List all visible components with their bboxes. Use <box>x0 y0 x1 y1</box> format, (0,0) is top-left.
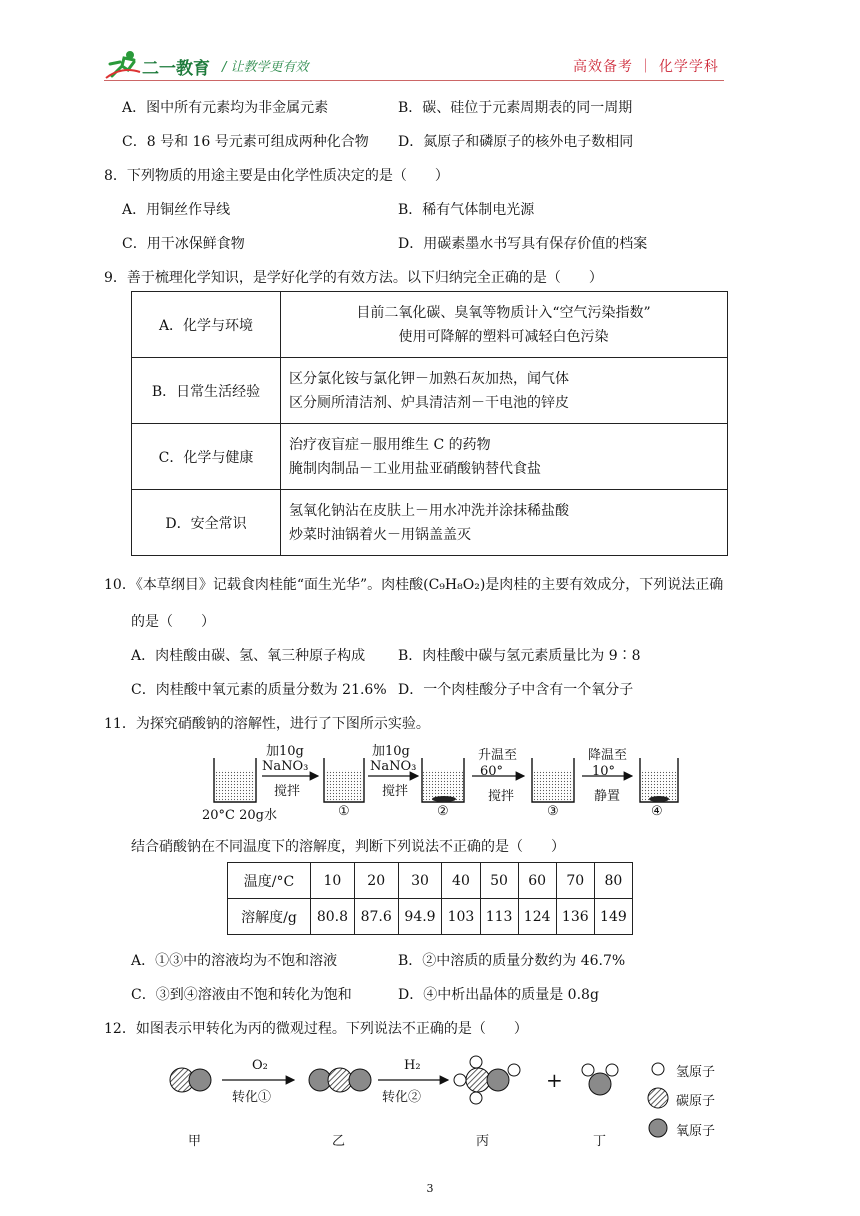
q9-stem: 9．善于梳理化学知识，是学好化学的有效方法。以下归纳完全正确的是（ ） <box>104 270 603 286</box>
q12-bing-label: 丙 <box>476 1134 490 1149</box>
table-cell: 30 <box>398 863 442 899</box>
q10-stem-part: )是肉桂的主要有效成分，下列说法正确 <box>479 577 724 593</box>
beaker-icon <box>532 758 574 802</box>
q11-step4-bot: 静置 <box>594 789 621 804</box>
q7-option-d: D．氮原子和磷原子的核外电子数相同 <box>398 134 634 150</box>
q9-table <box>131 291 728 556</box>
table-cell: 149 <box>594 899 632 935</box>
q11-temp-row <box>228 863 633 899</box>
q11-start-label: 20°C 20g水 <box>202 808 277 823</box>
slogan: / 让教学更有效 <box>222 60 309 75</box>
carbon-legend-icon <box>648 1088 668 1108</box>
q12-jia-label: 甲 <box>188 1134 202 1149</box>
q10-stem <box>104 574 723 594</box>
oxygen-legend-icon <box>649 1119 667 1137</box>
q12-legend-carbon: 碳原子 <box>676 1094 716 1109</box>
q9-row-line: 氢氧化钠沾在皮肤上－用水冲洗并涂抹稀盐酸 <box>289 502 569 519</box>
table-cell: 103 <box>442 899 480 935</box>
table-cell: 124 <box>518 899 556 935</box>
header-subject: 高效备考 ｜ 化学学科 <box>573 59 719 75</box>
q11-option-a: A．①③中的溶液均为不饱和溶液 <box>131 953 338 969</box>
q8-stem: 8．下列物质的用途主要是由化学性质决定的是（ ） <box>104 168 449 184</box>
q11-step1-bot: 搅拌 <box>274 784 301 799</box>
q8-option-a: A．用铜丝作导线 <box>122 202 231 218</box>
q9-row-value <box>281 490 728 556</box>
q11-option-b: B．②中溶质的质量分数约为 46.7% <box>398 953 626 969</box>
q11-temp-label: 温度/°C <box>228 863 311 899</box>
q11-sol-row <box>228 899 633 935</box>
q12-h2-label: H₂ <box>404 1058 421 1073</box>
hydrogen-legend-icon <box>652 1063 664 1075</box>
q11-step4-top: 降温至 <box>588 748 628 763</box>
q11-solubility-table <box>227 862 633 935</box>
q9-row-line: 目前二氧化碳、臭氧等物质计入“空气污染指数” <box>356 304 651 321</box>
q11-step1-top: 加10g <box>266 744 304 759</box>
q9-row-line: 区分氯化铵与氯化钾－加熟石灰加热，闻气体 <box>289 370 569 387</box>
table-cell: 10 <box>311 863 355 899</box>
q7-option-c: C．8 号和 16 号元素可组成两种化合物 <box>122 134 369 150</box>
q8-option-b: B．稀有气体制电光源 <box>398 202 535 218</box>
q11-step3-top: 升温至 <box>478 748 518 763</box>
logo-text: 二一教育 <box>142 59 210 79</box>
header-divider <box>104 80 724 81</box>
q9-row-line: 治疗夜盲症－服用维生 C 的药物 <box>289 436 491 453</box>
q9-row-line: 区分厕所清洁剂、炉具清洁剂－干电池的锌皮 <box>289 394 569 411</box>
q7-option-b: B．碳、硅位于元素周期表的同一周期 <box>398 100 633 116</box>
q11-intro: 结合硝酸钠在不同温度下的溶解度，判断下列说法不正确的是（ ） <box>131 839 565 855</box>
molecule-yi-icon <box>309 1068 371 1092</box>
table-cell: 136 <box>556 899 594 935</box>
table-cell: 80 <box>594 863 632 899</box>
q11-beaker-3-label: ③ <box>547 804 559 819</box>
q11-sol-label: 溶解度/g <box>228 899 311 935</box>
table-cell: 70 <box>556 863 594 899</box>
q11-beaker-4-label: ④ <box>651 804 663 819</box>
q12-o2-label: O₂ <box>252 1058 268 1073</box>
q11-step2-top: 加10g <box>372 744 410 759</box>
beaker-icon <box>214 758 256 802</box>
q9-row-d <box>132 490 728 556</box>
q12-yi-label: 乙 <box>332 1134 346 1149</box>
q12-stem: 12．如图表示甲转化为丙的微观过程。下列说法不正确的是（ ） <box>104 1021 528 1037</box>
q10-stem-part: 10．《本草纲目》记载食肉桂能“面生光华”。肉桂酸( <box>104 577 429 593</box>
q9-row-line: 腌制肉制品－工业用盐亚硝酸钠替代食盐 <box>289 460 541 477</box>
q11-step2-mid: NaNO₃ <box>370 759 417 774</box>
molecule-ding-icon <box>582 1064 618 1095</box>
table-cell: 20 <box>354 863 398 899</box>
molecule-bing-icon <box>454 1056 520 1104</box>
q9-row-line: 使用可降解的塑料可减轻白色污染 <box>398 328 609 345</box>
q9-row-key: A．化学与环境 <box>132 292 281 358</box>
q9-row-line: 炒菜时油锅着火－用锅盖盖灭 <box>289 526 471 543</box>
beaker-icon <box>422 758 464 802</box>
q11-step1-mid: NaNO₃ <box>262 759 309 774</box>
q11-option-d: D．④中析出晶体的质量是 0.8g <box>398 987 599 1003</box>
q11-step3-mid: 60° <box>480 764 504 779</box>
q10-option-c: C．肉桂酸中氧元素的质量分数为 21.6% <box>131 682 387 698</box>
q12-plus-sign: + <box>546 1068 563 1092</box>
page-number: 3 <box>426 1182 434 1195</box>
q11-step4-mid: 10° <box>592 764 616 779</box>
q10-option-b: B．肉桂酸中碳与氢元素质量比为 9∶8 <box>398 648 641 664</box>
q9-row-c <box>132 424 728 490</box>
q11-beaker-2-label: ② <box>437 804 449 819</box>
q11-beaker-1-label: ① <box>338 804 350 819</box>
q12-ding-label: 丁 <box>593 1134 607 1149</box>
q9-row-key: B．日常生活经验 <box>132 358 281 424</box>
q12-conv2-label: 转化② <box>382 1090 422 1105</box>
q9-row-key: C．化学与健康 <box>132 424 281 490</box>
molecule-jia-icon <box>170 1068 211 1092</box>
q7-option-a: A．图中所有元素均为非金属元素 <box>122 100 329 116</box>
q11-step3-bot: 搅拌 <box>488 789 515 804</box>
q12-legend-hydrogen: 氢原子 <box>676 1065 716 1080</box>
table-cell: 60 <box>518 863 556 899</box>
q12-conv1-label: 转化① <box>232 1090 272 1105</box>
q9-row-a <box>132 292 728 358</box>
q11-step2-bot: 搅拌 <box>382 784 409 799</box>
q12-legend-oxygen: 氧原子 <box>676 1124 716 1139</box>
q8-option-c: C．用干冰保鲜食物 <box>122 236 245 252</box>
table-cell: 50 <box>480 863 518 899</box>
beaker-icon <box>640 758 678 802</box>
q11-option-c: C．③到④溶液由不饱和转化为饱和 <box>131 987 352 1003</box>
table-cell: 113 <box>480 899 518 935</box>
table-cell: 87.6 <box>354 899 398 935</box>
table-cell: 40 <box>442 863 480 899</box>
q10-formula: C₉H₈O₂ <box>428 577 480 593</box>
table-cell: 80.8 <box>311 899 355 935</box>
q9-row-value <box>281 292 728 358</box>
q9-row-key: D．安全常识 <box>132 490 281 556</box>
q11-stem: 11．为探究硝酸钠的溶解性，进行了下图所示实验。 <box>104 716 430 732</box>
q10-option-a: A．肉桂酸由碳、氢、氧三种原子构成 <box>131 648 366 664</box>
q8-option-d: D．用碳素墨水书写具有保存价值的档案 <box>398 236 648 252</box>
runner-logo-icon <box>104 50 142 80</box>
beaker-icon <box>324 758 364 802</box>
q10-stem-line2: 的是（ ） <box>131 614 215 630</box>
q9-row-value <box>281 358 728 424</box>
table-cell: 94.9 <box>398 899 442 935</box>
q9-row-value <box>281 424 728 490</box>
q10-option-d: D．一个肉桂酸分子中含有一个氧分子 <box>398 682 634 698</box>
q9-row-b <box>132 358 728 424</box>
